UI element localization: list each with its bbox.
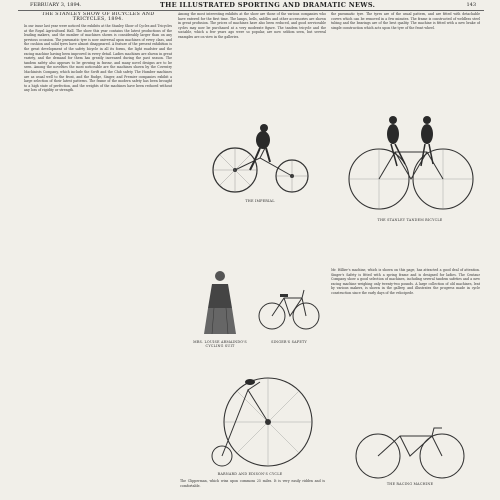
column-3-text-b: Mr. Hillier's machine, which is shown on this page, has attracted a good deal of attention. Singer's Safety is fitted with a spring frame and is designed for ladies. The Centaur Company show a good selection of machines, including several tandem safeties and a new racing machine weighing only twenty-two pounds. A large collection of old machines, lent by various makers, is shown in the gallery, and illustrates the progress made in cycle construction since the early days of the velocipede. [331, 268, 480, 295]
figure-suit-caption: MRS. LOUISE ARMAINDO'S CYCLING SUIT [193, 340, 247, 348]
barnard-cycle-illustration [208, 370, 320, 470]
tandem-bicycle-illustration [345, 104, 475, 214]
column-1 [24, 12, 172, 494]
figure-tandem [345, 104, 475, 214]
figure-imperial-caption: THE IMPERIAL [245, 199, 275, 203]
racing-machine-illustration [350, 424, 470, 480]
column-2 [178, 12, 326, 102]
figure-singer-caption: SINGER'S SAFETY [271, 340, 307, 344]
masthead-title: THE ILLUSTRATED SPORTING AND DRAMATIC NEWS. [160, 1, 376, 9]
column-3-text-a: the pneumatic tyre. The tyres are of the usual pattern, and are fitted with detachable covers which can be removed in a few minutes. The frame is constructed of weldless steel tubing and the bearings are of the best quality. The machine is fitted with a new brake of simple construction which acts upon the tyre of the front wheel. [331, 12, 480, 30]
page-number: 143 [466, 2, 476, 8]
figure-barnard-cycle [208, 370, 320, 470]
figure-tandem-caption: THE STANLEY TANDEM BICYCLE [377, 218, 443, 222]
issue-date: FEBRUARY 3, 1894. [30, 2, 82, 8]
column-3-lower [331, 268, 480, 428]
column-2-text: Among the most interesting exhibits at the show are those of the various companies who have entered for the first time. The lamps, bells, saddles and other accessories are shown in great profusion. The prices of machines have also been reduced, and good serviceable cycles may now be purchased at a very moderate figure. The tandem tricycle and the sociable, which a few years ago were so popular, are now seldom seen, but several examples are on view in the galleries. [178, 12, 326, 39]
figure-barnard-caption: BARNARD AND EDISON'S CYCLE [217, 472, 283, 476]
figure-lady-cyclist [198, 268, 243, 338]
figure-barnard-note: The Clipperman, which wins upon commons 25 miles. It is very easily ridden and is comfortable. [180, 479, 325, 488]
figure-singer-safety [258, 276, 320, 332]
header-rule [18, 10, 484, 11]
column-3 [331, 12, 480, 112]
article-heading: THE STANLEY SHOW OF BICYCLES AND TRICYCLES, 1894. [41, 12, 155, 22]
figure-racing-caption: THE RACING MACHINE [386, 482, 434, 486]
imperial-tricycle-illustration [200, 118, 320, 196]
figure-racing-machine [350, 424, 470, 480]
page-header [0, 0, 500, 9]
cycling-suit-illustration [198, 268, 243, 338]
figure-imperial [200, 118, 320, 196]
singer-safety-illustration [258, 276, 320, 332]
column-1-text: In our issue last year were noticed the exhibits at the Stanley Show of Cycles and Tricycles at the Royal Agricultural Hall. The show this year contains the latest productions of the leading makers, and the number of machines shown is considerably larger than on any previous occasion. The pneumatic tyre is now universal upon machines of every class, and the cushion and solid tyres have almost disappeared. A feature of the present exhibition is the great development of the safety bicycle in all its forms, the light roadster and the racing machine having been improved in every detail. Ladies machines are shown in great variety, and the demand for them has greatly increased during the past season. The tandem safety also appears to be growing in favour, and many novel designs are to be seen. Among the novelties the most noticeable are the machines shown by the Coventry Machinists Company, which include the Swift and the Club safety. The Humber machines are as usual well to the front, and the Rudge, Singer, and Premier companies exhibit a large selection of their latest patterns. The frame of the modern safety has been brought to a high state of perfection, and the weights of the machines have been reduced without any loss of rigidity or strength. [24, 24, 172, 93]
